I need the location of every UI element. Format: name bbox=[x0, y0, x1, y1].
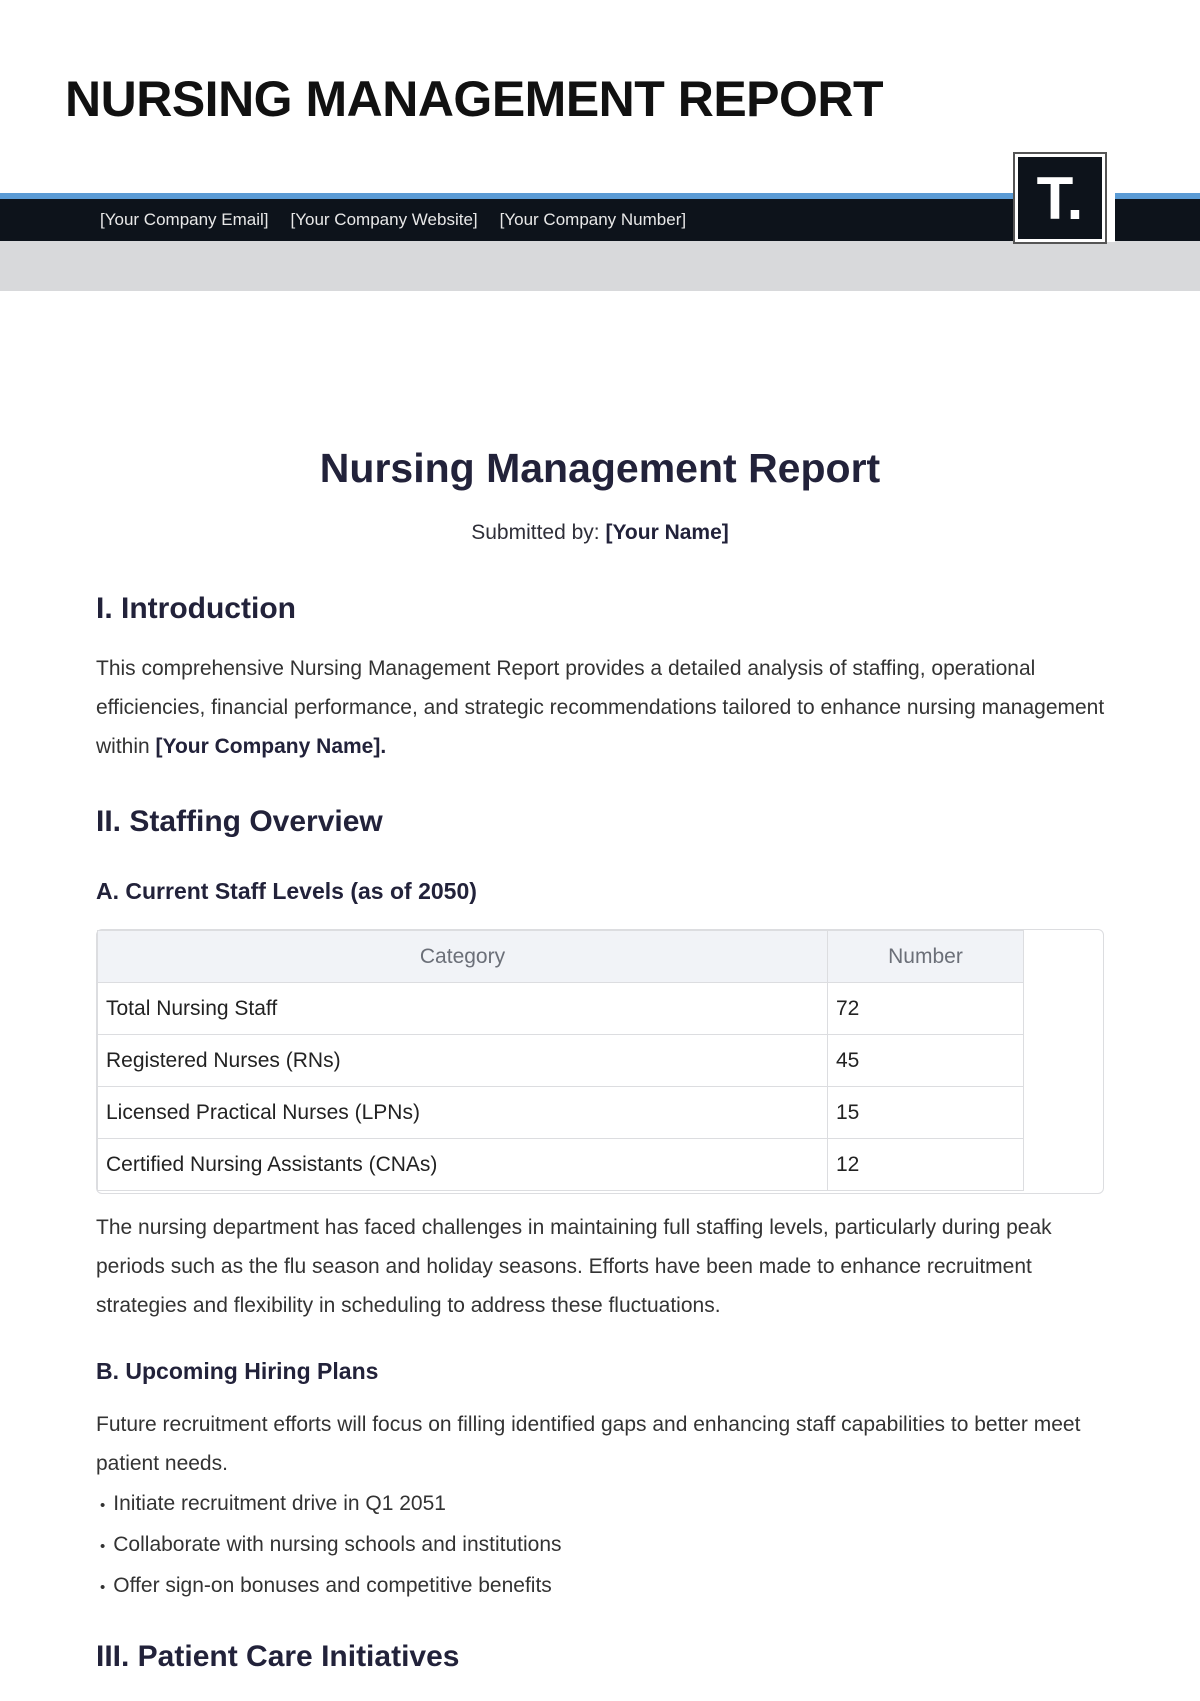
submitted-label: Submitted by: bbox=[471, 521, 606, 544]
intro-paragraph bbox=[96, 649, 1116, 766]
cell-category: Certified Nursing Assistants (CNAs) bbox=[98, 1139, 828, 1191]
table-row bbox=[98, 1035, 1024, 1087]
hiring-plans-list bbox=[100, 1484, 562, 1607]
cell-category: Registered Nurses (RNs) bbox=[98, 1035, 828, 1087]
subheading-current-staff: A. Current Staff Levels (as of 2050) bbox=[96, 878, 477, 904]
hiring-paragraph: Future recruitment efforts will focus on filling identified gaps and enhancing staff capabilities to better meet patient needs. bbox=[96, 1413, 1081, 1475]
cell-number: 45 bbox=[828, 1035, 1024, 1087]
submitted-by bbox=[0, 521, 1200, 545]
company-number: [Your Company Number] bbox=[499, 210, 687, 229]
table-header-row bbox=[98, 931, 1024, 983]
subheading-hiring-plans: B. Upcoming Hiring Plans bbox=[96, 1358, 379, 1384]
company-logo: T. bbox=[1015, 154, 1105, 242]
header-category: Category bbox=[98, 931, 828, 983]
header-gray-band bbox=[0, 241, 1200, 291]
list-item: • Initiate recruitment drive in Q1 2051 bbox=[100, 1484, 562, 1525]
logo-spacer bbox=[1105, 190, 1115, 242]
cell-number: 15 bbox=[828, 1087, 1024, 1139]
staff-levels-table bbox=[97, 930, 1024, 1191]
table-row bbox=[98, 983, 1024, 1035]
company-name: [Your Company Name]. bbox=[155, 735, 387, 758]
document-title: Nursing Management Report bbox=[319, 445, 881, 491]
intro-text: This comprehensive Nursing Management Report provides a detailed analysis of staffing, operational efficiencies, financial performance, and strategic recommendations tailored to enhance nursing management within bbox=[96, 657, 1105, 758]
header-number: Number bbox=[828, 931, 1024, 983]
section-heading-introduction: I. Introduction bbox=[96, 592, 296, 625]
cell-number: 12 bbox=[828, 1139, 1024, 1191]
staffing-paragraph: The nursing department has faced challenges in maintaining full staffing levels, particularly during peak periods such as the flu season and holiday seasons. Efforts have been made to enhance recruitment strategies and flexibility in scheduling to address these fluctuations. bbox=[96, 1216, 1052, 1317]
contact-info bbox=[100, 210, 686, 230]
section-heading-staffing: II. Staffing Overview bbox=[96, 805, 383, 838]
cell-number: 72 bbox=[828, 983, 1024, 1035]
cell-category: Total Nursing Staff bbox=[98, 983, 828, 1035]
list-item: • Offer sign-on bonuses and competitive benefits bbox=[100, 1566, 562, 1607]
cell-category: Licensed Practical Nurses (LPNs) bbox=[98, 1087, 828, 1139]
company-email: [Your Company Email] bbox=[100, 210, 269, 229]
table-row bbox=[98, 1087, 1024, 1139]
company-website: [Your Company Website] bbox=[290, 210, 478, 229]
section-heading-patient-care: III. Patient Care Initiatives bbox=[96, 1640, 460, 1673]
list-item: • Collaborate with nursing schools and institutions bbox=[100, 1525, 562, 1566]
table-row bbox=[98, 1139, 1024, 1191]
submitted-name: [Your Name] bbox=[605, 521, 729, 544]
header-title: NURSING MANAGEMENT REPORT bbox=[65, 71, 884, 127]
